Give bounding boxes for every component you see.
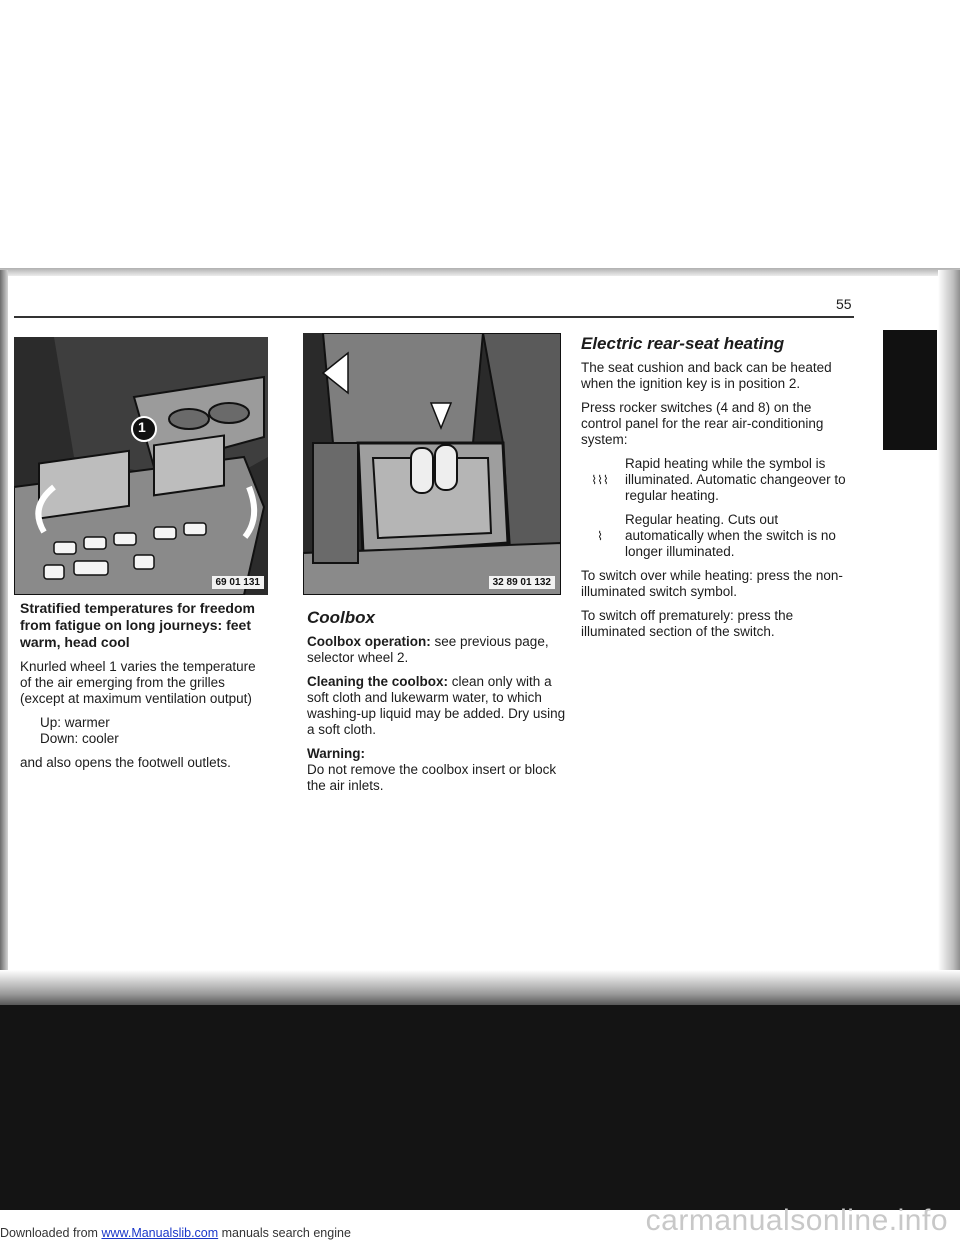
paragraph: To switch over while heating: press the non-illuminated switch symbol. xyxy=(581,568,843,599)
paragraph xyxy=(307,634,567,666)
middle-column xyxy=(307,610,567,802)
paragraph: Press rocker switches (4 and 8) on the control panel for the rear air-conditioning system: xyxy=(581,400,824,447)
warning-label xyxy=(307,746,567,762)
warning-text: Do not remove the coolbox insert or block the air inlets. xyxy=(307,762,557,793)
paragraph: The seat cushion and back can be heated when the ignition key is in position 2. xyxy=(581,360,832,391)
label: Coolbox operation: xyxy=(307,634,431,649)
scan-dark-background xyxy=(0,1005,960,1210)
regular-heat-icon: ⌇ xyxy=(597,529,603,543)
download-footer xyxy=(0,1226,351,1240)
right-column xyxy=(581,326,851,648)
callout-number: 1 xyxy=(138,419,146,435)
footer-suffix: manuals search engine xyxy=(218,1226,351,1240)
label: Cleaning the coolbox: xyxy=(307,674,449,689)
coolbox-illustration xyxy=(303,333,561,595)
air-vent-illustration xyxy=(14,337,268,595)
scan-edge-bottom xyxy=(0,970,960,1010)
paragraph: and also opens the footwell outlets. xyxy=(20,755,231,770)
label: Warning: xyxy=(307,746,365,761)
text: see previous page, selector wheel 2. xyxy=(307,634,549,665)
rapid-heat-text: Rapid heating while the symbol is illuminated. Automatic changeover to regular heating. xyxy=(625,456,846,503)
paragraph: To switch off prematurely: press the illuminated section of the switch. xyxy=(581,608,794,639)
watermark: carmanualsonline.info xyxy=(645,1204,948,1237)
figure-code: 32 89 01 132 xyxy=(489,576,555,589)
down-instruction: Down: cooler xyxy=(40,731,119,746)
figure-code: 69 01 131 xyxy=(212,576,265,589)
text: clean only with a soft cloth and lukewarm water, to which washing-up liquid may be added. Dry using a soft cloth. xyxy=(307,674,566,737)
header-rule xyxy=(14,316,854,318)
manualslib-link[interactable]: www.Manualslib.com xyxy=(101,1226,219,1240)
left-column xyxy=(20,600,270,779)
coolbox-drawing xyxy=(303,333,561,595)
regular-heating-row xyxy=(581,512,851,560)
rapid-heating-row xyxy=(581,456,851,504)
thumb-index-tab xyxy=(883,330,937,450)
scan-edge-left xyxy=(0,270,8,1000)
paragraph xyxy=(307,674,567,738)
up-instruction: Up: warmer xyxy=(40,715,110,730)
regular-heat-text: Regular heating. Cuts out automatically when the switch is no longer illuminated. xyxy=(625,512,836,559)
scan-edge-right xyxy=(938,270,960,1000)
section-title: Electric rear-seat heating xyxy=(581,334,785,353)
footer-prefix: Downloaded from xyxy=(0,1226,102,1240)
scan-edge-top xyxy=(0,268,960,276)
section-lead-heading: Stratified temperatures for freedom from fatigue on long journeys: feet warm, head cool xyxy=(20,600,255,650)
section-title: Coolbox xyxy=(307,608,375,627)
paragraph: Knurled wheel 1 varies the temperature of the air emerging from the grilles (except at maximum ventilation output) xyxy=(20,659,256,706)
rapid-heat-icon: ⌇⌇⌇ xyxy=(591,473,609,487)
page-number: 55 xyxy=(836,296,852,312)
air-vent-drawing xyxy=(14,337,268,595)
